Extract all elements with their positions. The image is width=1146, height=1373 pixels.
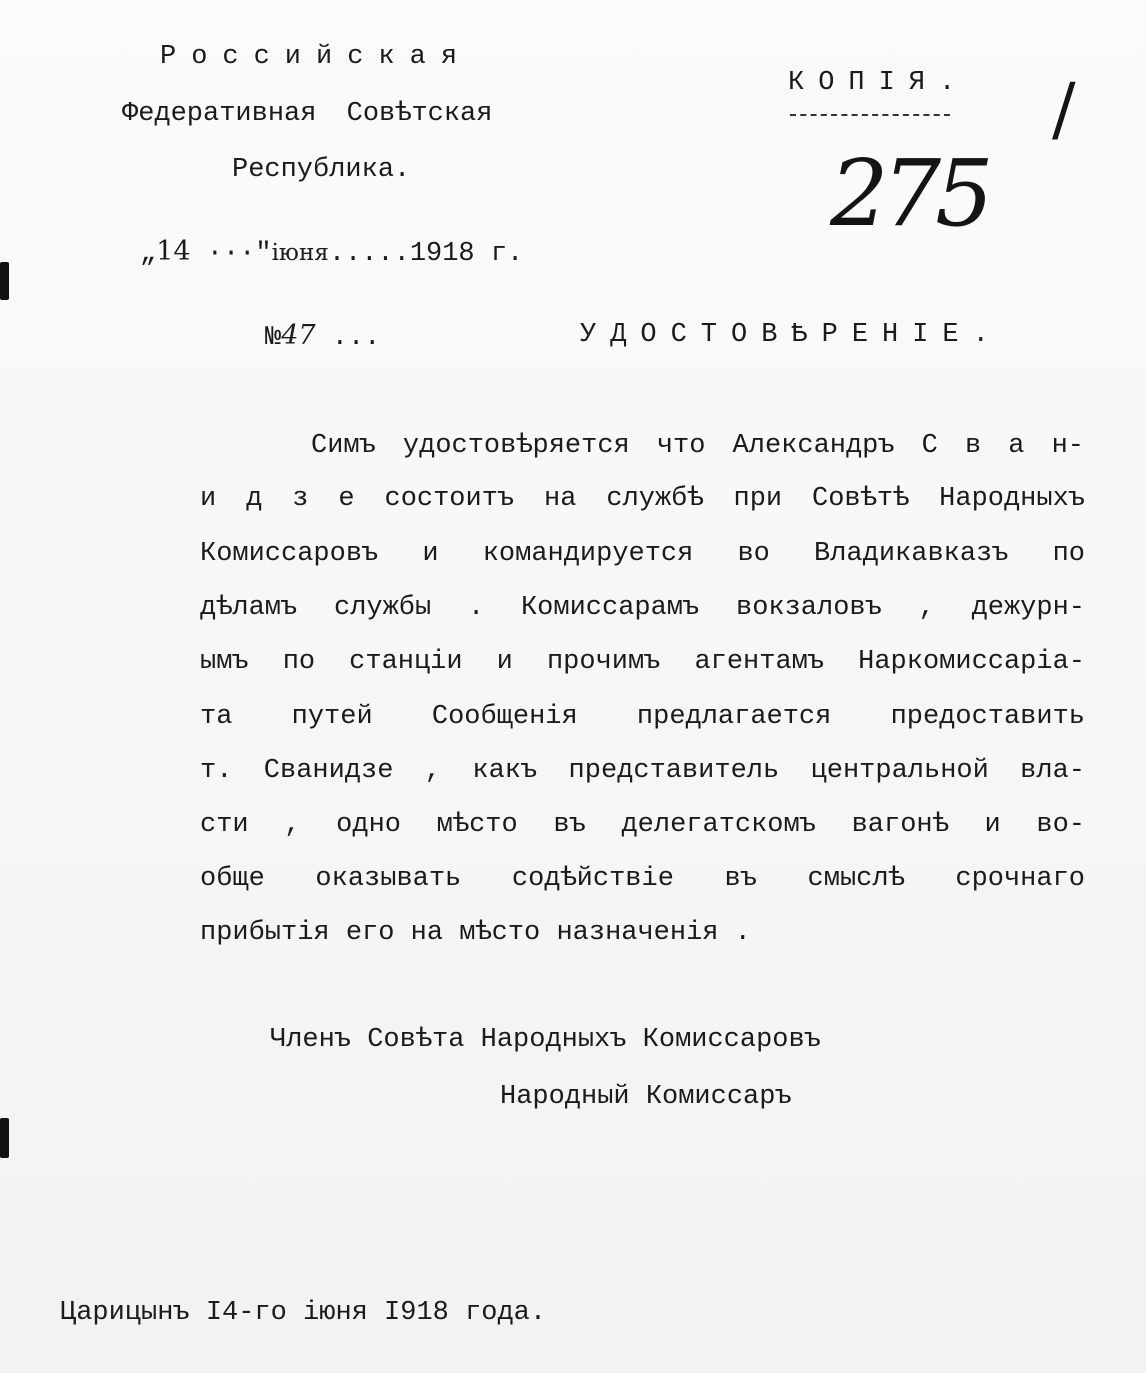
scan-edge-mark	[0, 262, 9, 300]
date-dots: .....	[328, 239, 410, 269]
body-line: т. Сванидзе , какъ представитель центральной вла-	[200, 756, 1085, 786]
date-month: іюня	[271, 240, 329, 266]
date-dots: ···	[206, 239, 256, 269]
date-day: 14	[156, 236, 191, 267]
date-close-quote: "	[255, 239, 272, 269]
body-line: Симъ удостовѣряется что Александръ С в а н-	[311, 431, 1084, 461]
number-dots: ...	[331, 323, 381, 353]
handwritten-stroke: /	[1052, 68, 1076, 150]
date-year: 1918 г.	[409, 239, 524, 269]
copy-mark: КОПІЯ.	[788, 68, 970, 98]
scan-edge-mark	[0, 1118, 9, 1158]
letterhead-republic: Республика.	[232, 155, 411, 185]
body-line: Комиссаровъ и командируется во Владикавказъ по	[200, 539, 1085, 569]
number-value: 47	[281, 320, 316, 351]
place-date-footer: Царицынъ I4-го іюня I918 года.	[60, 1298, 547, 1328]
body-line: та путей Сообщенія предлагается предоставить	[200, 702, 1085, 732]
copy-mark-underline	[790, 114, 950, 116]
body-line: дѣламъ службы . Комиссарамъ вокзаловъ , дежурн-	[200, 593, 1085, 623]
letterhead-country: Российская	[160, 42, 473, 72]
letterhead-federation: Федеративная Совѣтская	[122, 99, 493, 129]
handwritten-registry-number: 275	[830, 140, 988, 247]
body-line: прибытія его на мѣсто назначенія .	[200, 918, 751, 948]
number-prefix: №	[265, 323, 282, 353]
document-title: УДОСТОВѢРЕНІЕ.	[580, 320, 1003, 350]
date-line	[140, 238, 523, 268]
body-line: сти , одно мѣсто въ делегатскомъ вагонѣ и во-	[200, 810, 1085, 840]
body-line: и д з е состоитъ на службѣ при Совѣтѣ Народныхъ	[200, 484, 1085, 514]
body-line: ымъ по станціи и прочимъ агентамъ Наркомиссаріа-	[200, 647, 1085, 677]
body-line: обще оказывать содѣйствіе въ смыслѣ срочнаго	[200, 864, 1085, 894]
signature-position: Народный Комиссаръ	[500, 1082, 792, 1112]
signature-title: Членъ Совѣта Народныхъ Комиссаровъ	[270, 1025, 821, 1055]
date-open-quote: „	[140, 239, 157, 269]
document-number	[265, 322, 380, 352]
